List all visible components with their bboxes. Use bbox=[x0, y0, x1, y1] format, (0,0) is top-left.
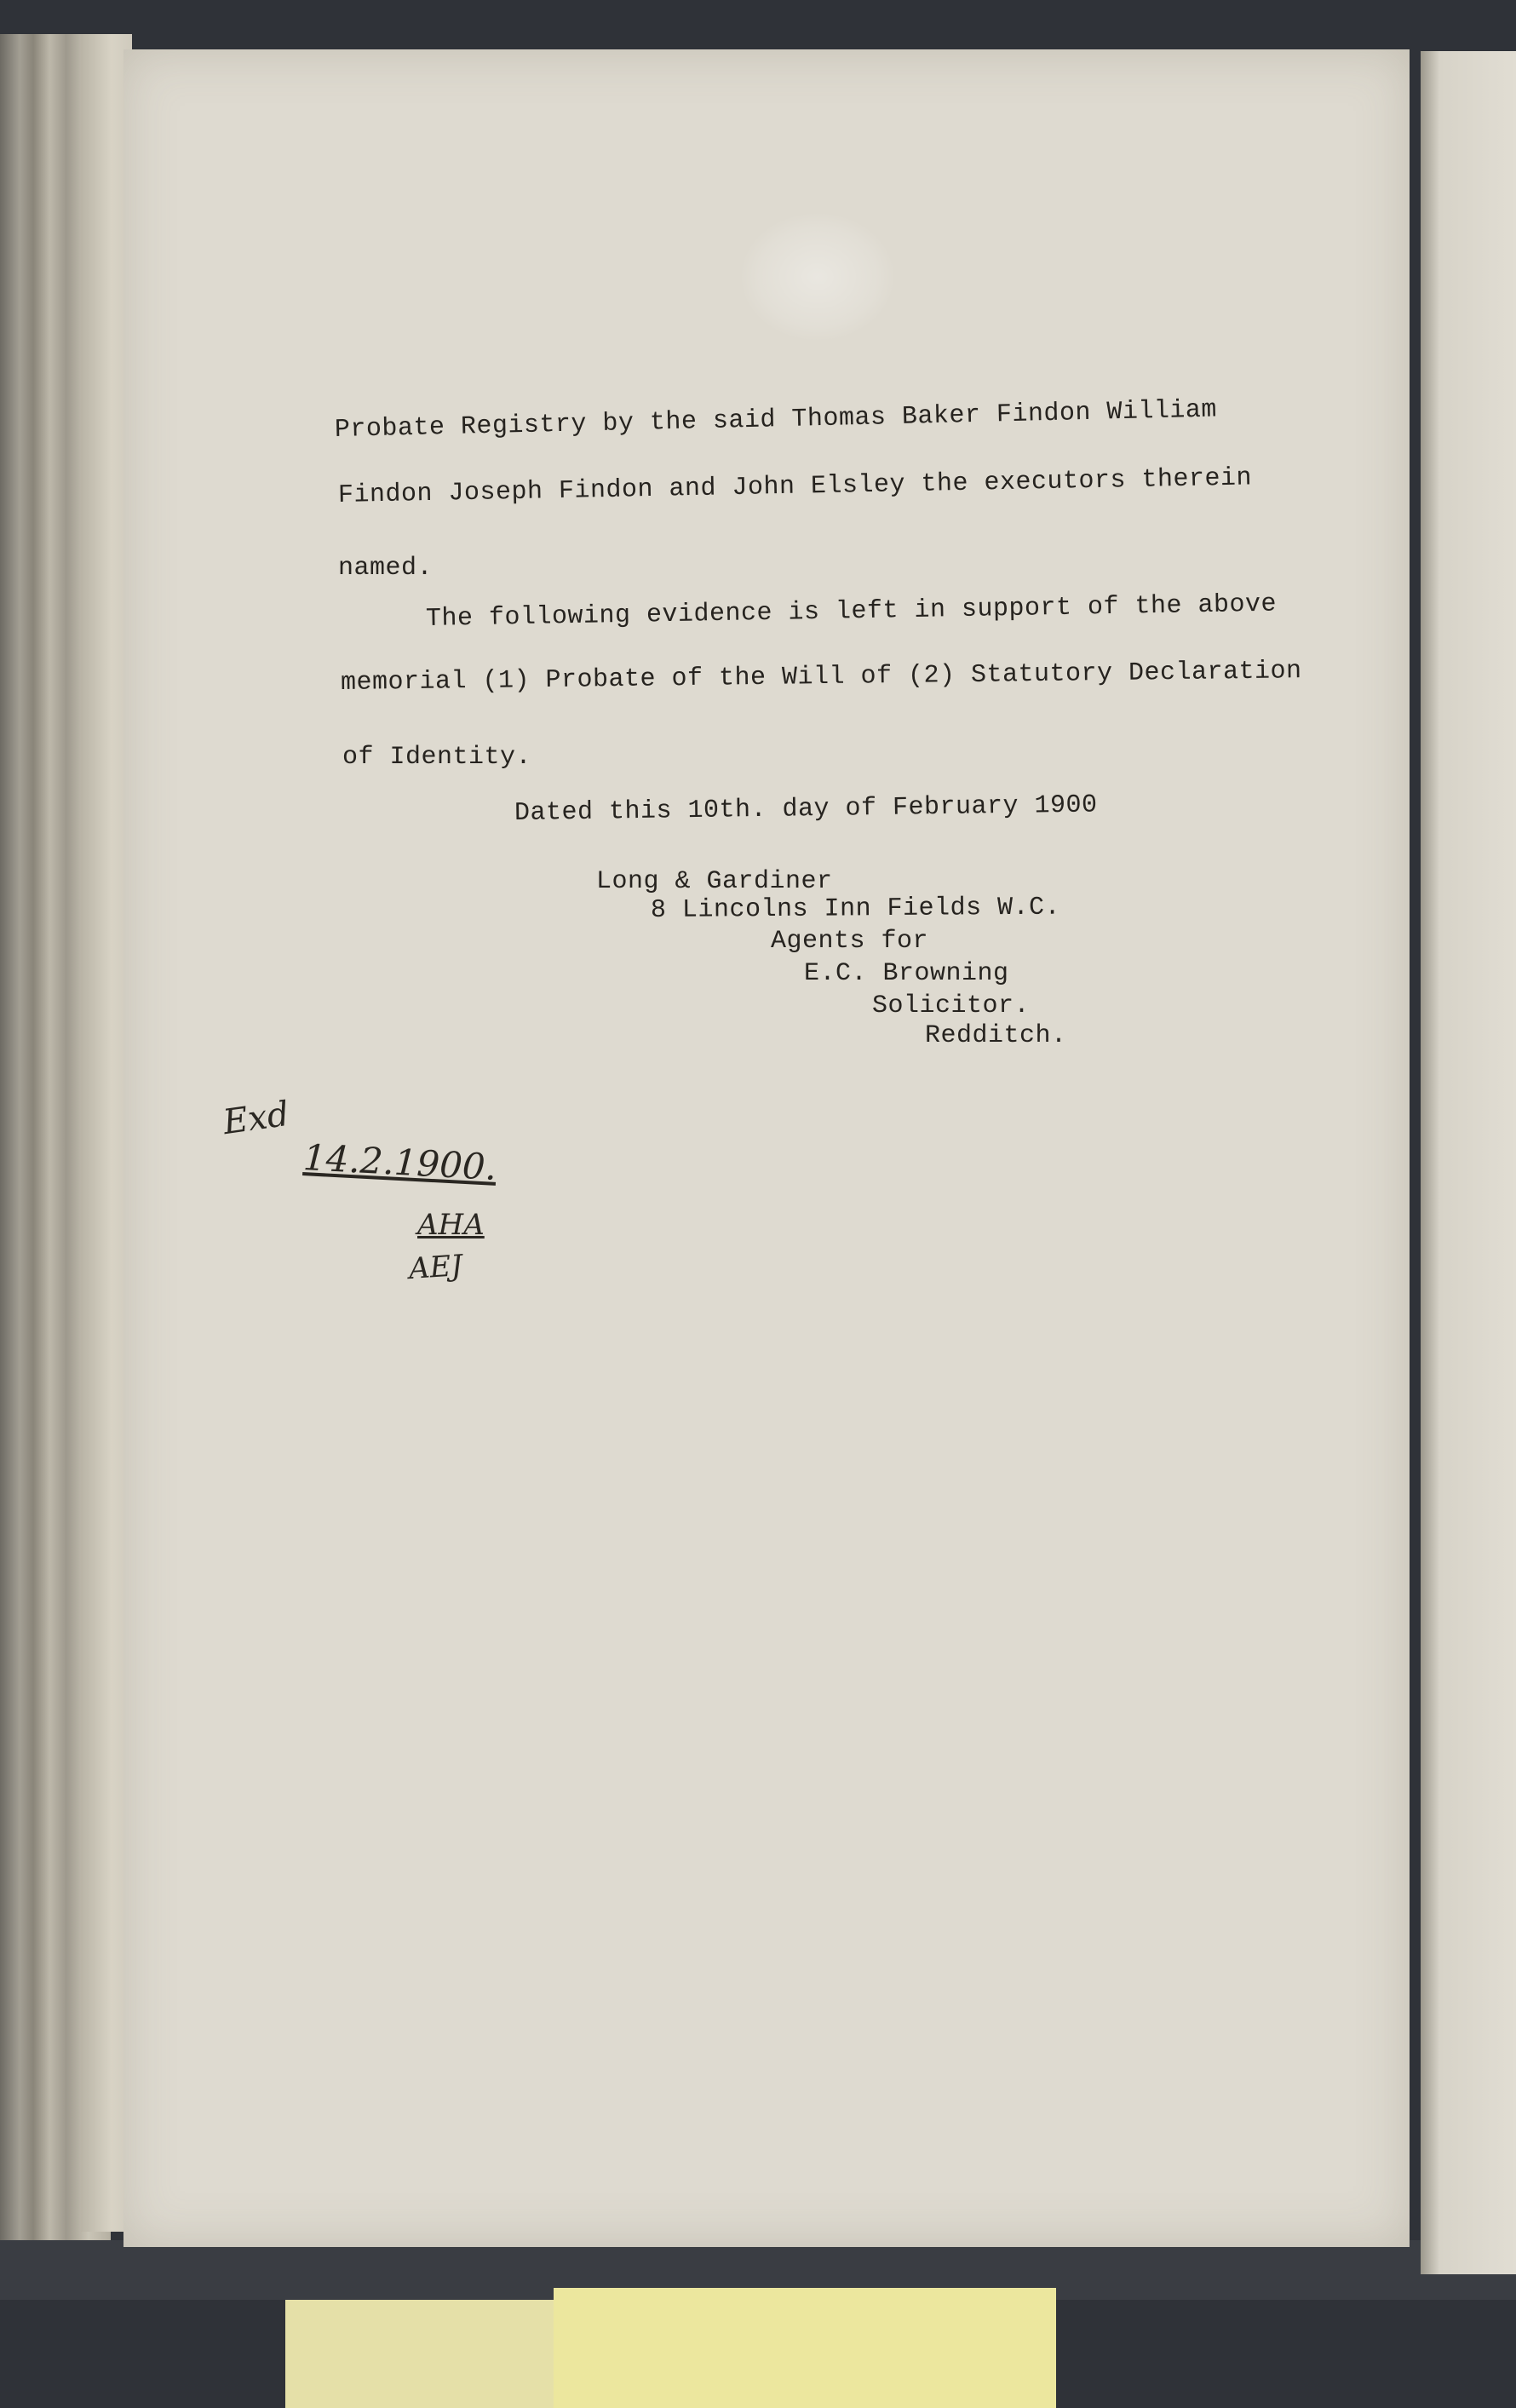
signature-address: 8 Lincolns Inn Fields W.C. bbox=[650, 893, 1061, 925]
body-line-3: named. bbox=[338, 554, 434, 583]
facing-page-edge bbox=[1421, 51, 1516, 2274]
body-line-5: memorial (1) Probate of the Will of (2) Statutory Declaration bbox=[340, 657, 1302, 698]
signature-title: Solicitor. bbox=[872, 991, 1031, 1020]
dated-line: Dated this 10th. day of February 1900 bbox=[514, 790, 1098, 828]
signature-firm: Long & Gardiner bbox=[596, 867, 833, 896]
sticky-note-left bbox=[285, 2300, 558, 2408]
body-line-4: The following evidence is left in support of the above bbox=[425, 589, 1278, 634]
embossed-seal-icon bbox=[741, 213, 894, 341]
handwritten-exd: Exd bbox=[221, 1094, 292, 1143]
body-line-6: of Identity. bbox=[342, 743, 532, 772]
body-line-1: Probate Registry by the said Thomas Baker Findon William bbox=[334, 395, 1218, 445]
signature-name: E.C. Browning bbox=[804, 959, 1009, 988]
body-line-2: Findon Joseph Findon and John Elsley the executors therein bbox=[337, 463, 1253, 510]
handwritten-initials-top: AHA bbox=[417, 1208, 485, 1242]
handwritten-initials-bottom: AEJ bbox=[407, 1248, 464, 1287]
signature-town: Redditch. bbox=[925, 1021, 1067, 1050]
handwritten-date: 14.2.1900. bbox=[301, 1136, 498, 1188]
signature-agents: Agents for bbox=[771, 927, 929, 956]
sticky-note-right bbox=[554, 2288, 1056, 2408]
